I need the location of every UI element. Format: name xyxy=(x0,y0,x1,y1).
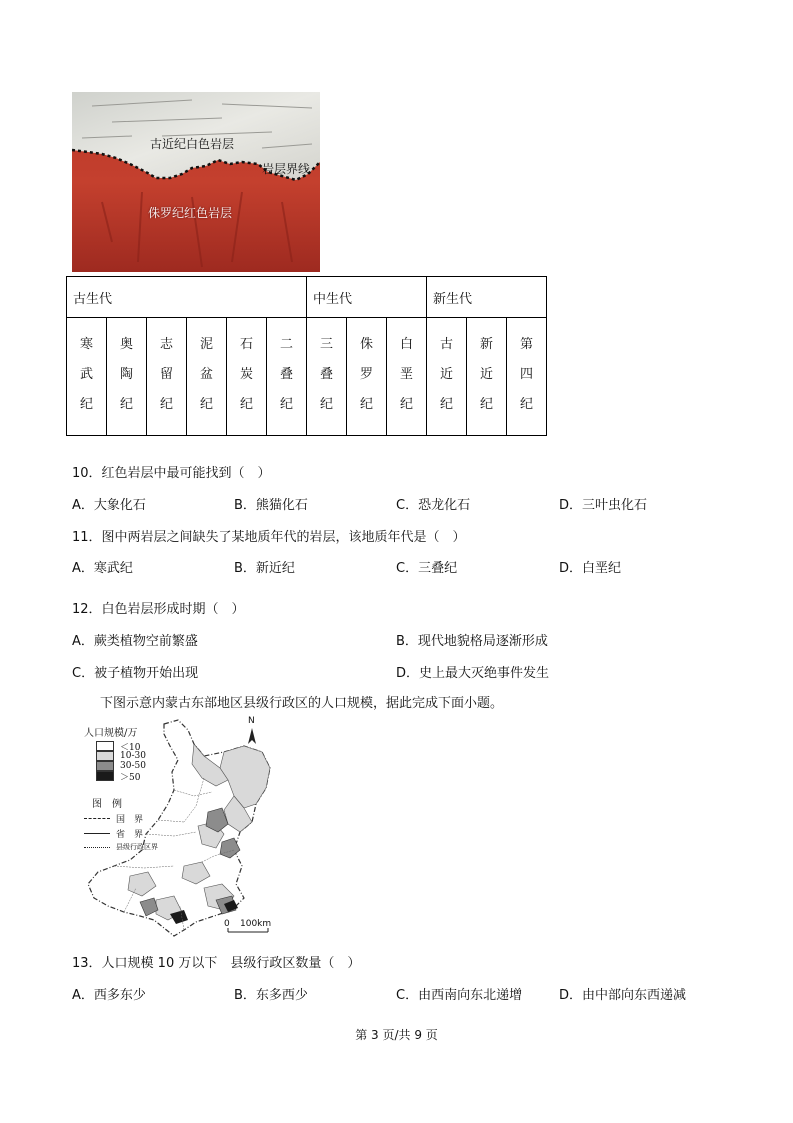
key-item xyxy=(84,842,158,852)
question-10-option-b[interactable]: B．熊猫化石 xyxy=(234,498,308,513)
period-cambrian: 寒武纪 xyxy=(79,337,93,412)
period-jurassic: 侏罗纪 xyxy=(359,337,373,412)
question-11-option-d[interactable]: D．白垩纪 xyxy=(559,561,622,576)
period-cell xyxy=(427,318,467,436)
legend-title: 人口规模/万 xyxy=(84,728,138,739)
boundary-label: 岩层界线 xyxy=(262,162,311,176)
key-item xyxy=(84,827,158,840)
period-paleogene: 古近纪 xyxy=(439,337,453,412)
geologic-time-table xyxy=(66,276,547,436)
period-cell xyxy=(67,318,107,436)
scale-zero-label: 0 xyxy=(224,919,230,929)
period-cell xyxy=(147,318,187,436)
legend-swatch xyxy=(96,771,114,781)
period-cell xyxy=(387,318,427,436)
period-cell xyxy=(107,318,147,436)
rock-layer-photo xyxy=(72,92,320,272)
period-devonian: 泥盆纪 xyxy=(199,337,213,412)
question-12-option-a[interactable]: A．蕨类植物空前繁盛 xyxy=(72,634,198,649)
rock-layer-illustration xyxy=(72,92,320,272)
legend-swatch xyxy=(96,761,114,771)
provincial-border-symbol xyxy=(84,833,110,834)
period-carboniferous: 石炭纪 xyxy=(239,337,253,412)
key-title: 图 例 xyxy=(92,799,122,810)
era-mesozoic: 中生代 xyxy=(307,277,427,318)
question-13-option-c[interactable]: C．由西南向东北递增 xyxy=(396,988,523,1003)
legend-item xyxy=(96,771,158,781)
question-13-option-b[interactable]: B．东多西少 xyxy=(234,988,308,1003)
period-cretaceous: 白垩纪 xyxy=(399,337,413,412)
legend-label: 10-30 xyxy=(120,751,146,761)
question-10-option-d[interactable]: D．三叶虫化石 xyxy=(559,498,648,513)
map-intro: 下图示意内蒙古东部地区县级行政区的人口规模，据此完成下面小题。 xyxy=(100,696,504,711)
national-border-symbol xyxy=(84,818,110,819)
period-triassic: 三叠纪 xyxy=(319,337,333,412)
question-12-option-d[interactable]: D．史上最大灭绝事件发生 xyxy=(396,666,550,681)
key-label: 国 界 xyxy=(116,815,144,825)
population-map xyxy=(84,716,284,941)
question-12-stem: 12．白色岩层形成时期（ ） xyxy=(72,602,245,617)
legend-swatch xyxy=(96,741,114,751)
scale-label: 100km xyxy=(240,919,272,929)
question-12-option-b[interactable]: B．现代地貌格局逐渐形成 xyxy=(396,634,548,649)
era-paleozoic: 古生代 xyxy=(67,277,307,318)
legend-item xyxy=(96,741,158,751)
red-layer-label: 侏罗纪红色岩层 xyxy=(148,206,233,220)
key-label: 县级行政区界 xyxy=(116,843,158,851)
question-13-stem: 13．人口规模 10 万以下 县级行政区数量（ ） xyxy=(72,956,361,971)
north-label: N xyxy=(248,716,255,726)
question-11-option-a[interactable]: A．寒武纪 xyxy=(72,561,133,576)
period-ordovician: 奥陶纪 xyxy=(119,337,133,412)
period-cell xyxy=(187,318,227,436)
question-12-option-c[interactable]: C．被子植物开始出现 xyxy=(72,666,199,681)
legend-swatch xyxy=(96,751,114,761)
question-10-option-a[interactable]: A．大象化石 xyxy=(72,498,146,513)
map-legend xyxy=(84,724,158,852)
key-item xyxy=(84,812,158,825)
key-label: 省 界 xyxy=(116,830,144,840)
north-arrow-icon xyxy=(248,728,256,744)
period-cell xyxy=(267,318,307,436)
legend-label: ＜10 xyxy=(120,742,141,753)
question-10-stem: 10．红色岩层中最可能找到（ ） xyxy=(72,466,271,481)
question-10-option-c[interactable]: C．恐龙化石 xyxy=(396,498,471,513)
white-layer-label: 古近纪白色岩层 xyxy=(150,137,235,151)
era-cenozoic: 新生代 xyxy=(427,277,547,318)
legend-label: 30-50 xyxy=(120,761,146,771)
period-quaternary: 第四纪 xyxy=(519,337,533,412)
legend-label: ＞50 xyxy=(120,772,141,783)
period-permian: 二叠纪 xyxy=(279,337,293,412)
county-border-symbol xyxy=(84,847,110,848)
legend-item xyxy=(96,751,158,761)
question-11-option-b[interactable]: B．新近纪 xyxy=(234,561,295,576)
period-cell xyxy=(507,318,547,436)
period-cell xyxy=(347,318,387,436)
period-cell xyxy=(307,318,347,436)
period-cell xyxy=(227,318,267,436)
period-silurian: 志留纪 xyxy=(159,337,173,412)
period-neogene: 新近纪 xyxy=(479,337,493,412)
question-11-option-c[interactable]: C．三叠纪 xyxy=(396,561,458,576)
question-11-stem: 11．图中两岩层之间缺失了某地质年代的岩层，该地质年代是（ ） xyxy=(72,530,466,545)
question-13-option-d[interactable]: D．由中部向东西递减 xyxy=(559,988,687,1003)
page-number: 第 3 页/共 9 页 xyxy=(355,1028,438,1042)
question-13-option-a[interactable]: A．西多东少 xyxy=(72,988,146,1003)
period-cell xyxy=(467,318,507,436)
